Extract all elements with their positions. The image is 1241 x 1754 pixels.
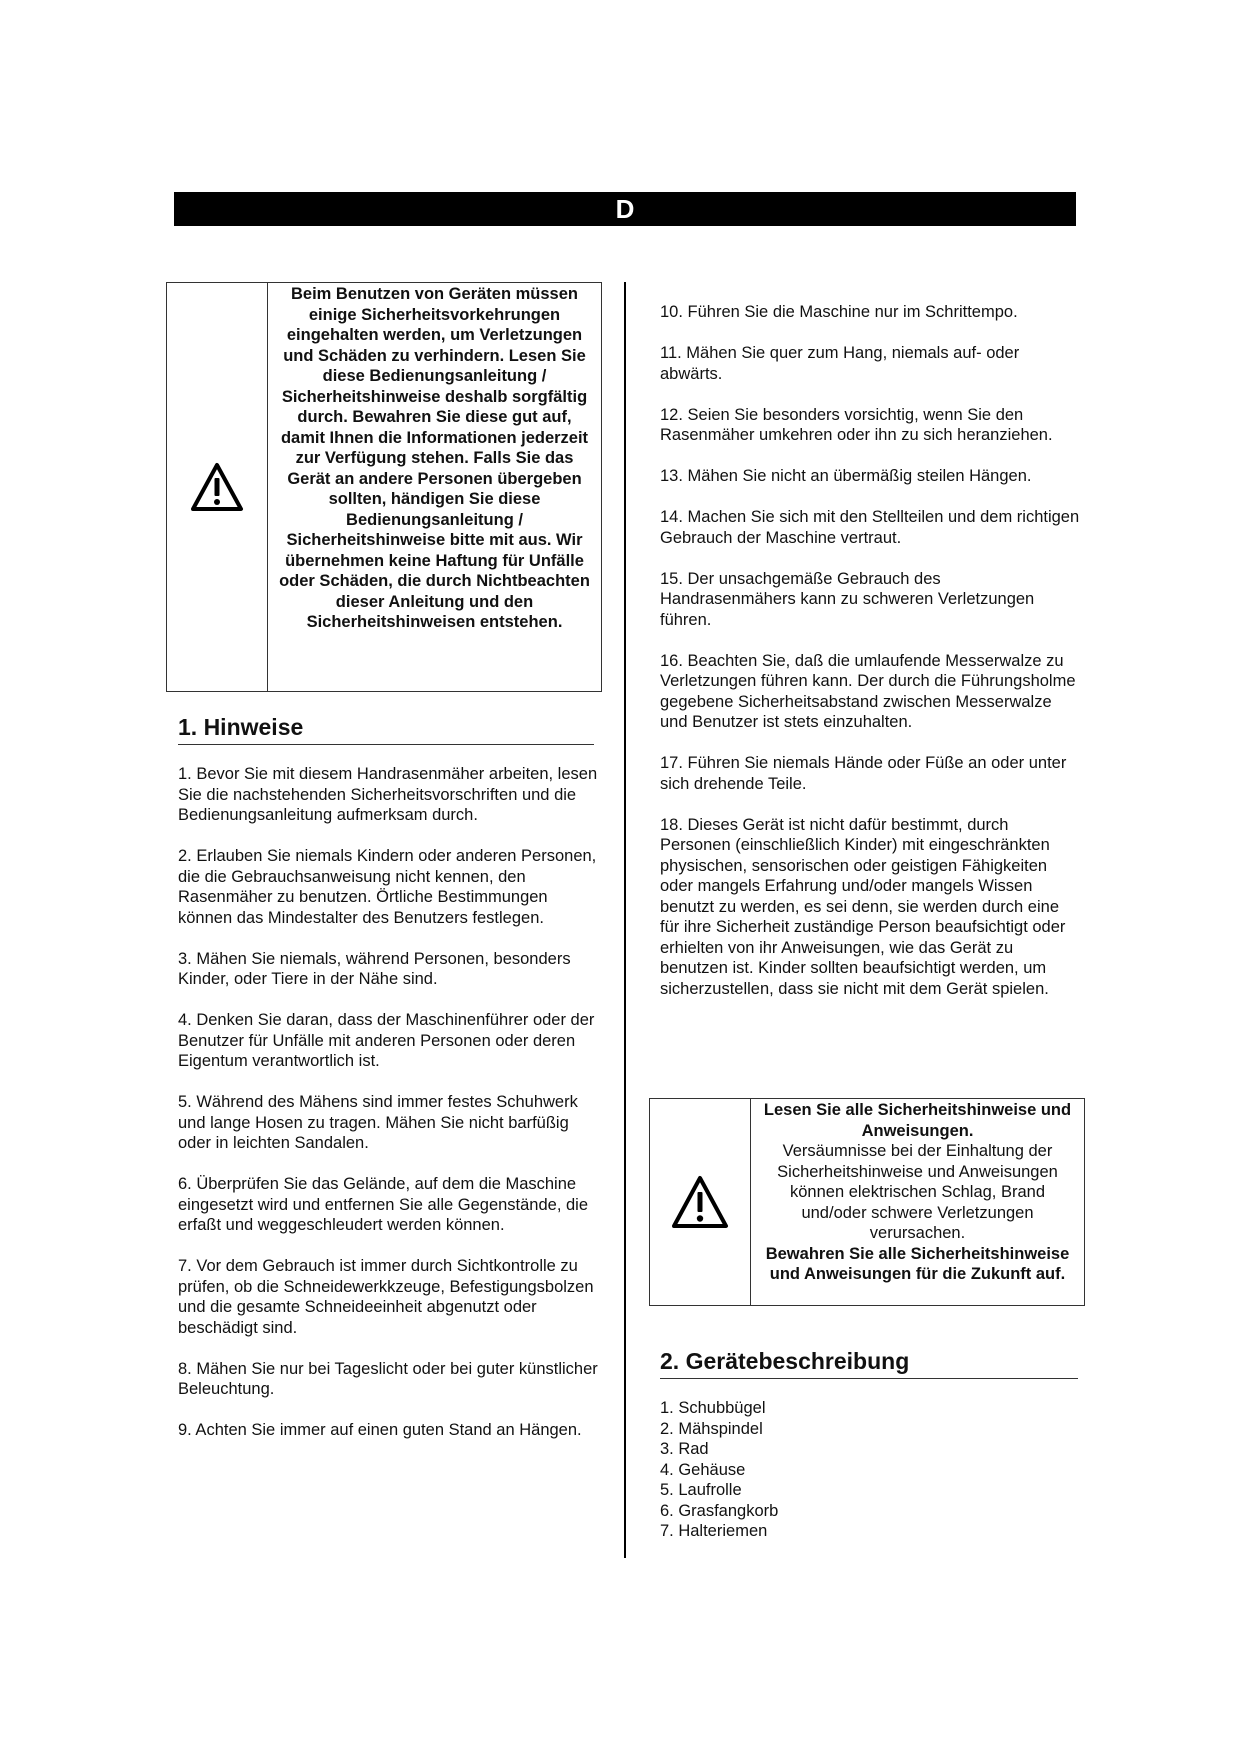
list-item: 16. Beachten Sie, daß die umlaufende Messerwalze zu Verletzungen führen kann. Der durch die Führungsholme gegebene Sicherheitsabstand zwischen Messerwalze und Benutzer ist stets einzuhalten.	[660, 651, 1076, 731]
warning-icon-cell	[650, 1099, 751, 1305]
list-item: 7. Halteriemen	[660, 1522, 768, 1540]
list-item: 7. Vor dem Gebrauch ist immer durch Sichtkontrolle zu prüfen, ob die Schneidewerkkzeuge, Befestigungsbolzen und die gesamte Schneideeinheit abgenutzt oder beschädigt sind.	[178, 1257, 594, 1337]
list-item: 2. Erlauben Sie niemals Kindern oder anderen Personen, die die Gebrauchsanweisung nicht kennen, den Rasenmäher zu benutzen. Örtliche Bestimmungen können das Mindestalter des Benutzers festlegen.	[178, 847, 597, 927]
list-item: 5. Während des Mähens sind immer festes Schuhwerk und lange Hosen zu tragen. Mähen Sie nicht barfüßig oder in leichten Sandalen.	[178, 1093, 578, 1152]
section-heading-geraetebeschreibung: 2. Gerätebeschreibung	[660, 1346, 1078, 1379]
section-heading-hinweise: 1. Hinweise	[178, 712, 594, 745]
parts-list	[660, 1398, 960, 1542]
list-item: 15. Der unsachgemäße Gebrauch des Handrasenmähers kann zu schweren Verletzungen führen.	[660, 569, 1035, 629]
list-item: 5. Laufrolle	[660, 1481, 742, 1499]
list-item: 12. Seien Sie besonders vorsichtig, wenn Sie den Rasenmäher umkehren oder ihn zu sich heranziehen.	[660, 405, 1053, 444]
list-item: 9. Achten Sie immer auf einen guten Stand an Hängen.	[178, 1421, 582, 1439]
list-item: 13. Mähen Sie nicht an übermäßig steilen Hängen.	[660, 467, 1032, 485]
list-item: 10. Führen Sie die Maschine nur im Schrittempo.	[660, 303, 1018, 321]
warning-triangle-icon	[671, 1175, 729, 1229]
safety-instructions-text	[751, 1099, 1084, 1305]
list-item: 3. Rad	[660, 1440, 709, 1458]
list-item: 1. Bevor Sie mit diesem Handrasenmäher arbeiten, lesen Sie die nachstehenden Sicherheitsvorschriften und die Bedienungsanleitung aufmerksam durch.	[178, 765, 598, 824]
safety-warning-text: Beim Benutzen von Geräten müssen einige Sicherheitsvorkehrungen eingehalten werden, um Verletzungen und Schäden zu verhindern. Lesen Sie diese Bedienungsanleitung / Sicherheitshinweise deshalb sorgfältig durch. Bewahren Sie diese gut auf, damit Ihnen die Informationen jederzeit zur Verfügung stehen. Falls Sie das Gerät an andere Personen übergeben sollten, händigen Sie diese Bedienungsanleitung / Sicherheitshinweise bitte mit aus. Wir übernehmen keine Haftung für Unfälle oder Schäden, die durch Nichtbeachten dieser Anleitung und den Sicherheitshinweisen entstehen.	[279, 285, 590, 631]
safety-instructions-body: Versäumnisse bei der Einhaltung der Sicherheitshinweise und Anweisungen können elektrischen Schlag, Brand und/oder schwere Verletzungen verursachen.	[777, 1142, 1058, 1242]
list-item: 8. Mähen Sie nur bei Tageslicht oder bei guter künstlicher Beleuchtung.	[178, 1359, 598, 1398]
language-header-bar	[174, 192, 1076, 226]
list-item: 4. Gehäuse	[660, 1460, 746, 1479]
safety-warning-box	[166, 282, 602, 692]
list-item: 4. Denken Sie daran, dass der Maschinenführer oder der Benutzer für Unfälle mit anderen Personen oder deren Eigentum verantwortlich ist.	[178, 1011, 595, 1070]
list-item: 18. Dieses Gerät ist nicht dafür bestimmt, durch Personen (einschließlich Kinder) mit eingeschränkten physischen, sensorischen oder geistigen Fähigkeiten oder mangels Erfahrung und/oder mangels Wissen benutzt zu werden, es sei denn, sie werden durch eine für ihre Sicherheit zuständige Person beaufsichtigt oder erhielten von ihr Anweisungen, wie das Gerät zu benutzen ist. Kinder sollten beaufsichtigt werden, um sicherzustellen, dass sie nicht mit dem Gerät spielen.	[660, 815, 1066, 998]
warning-triangle-icon	[190, 462, 244, 512]
column-divider	[624, 282, 626, 1558]
list-item: 17. Führen Sie niemals Hände oder Füße an oder unter sich drehende Teile.	[660, 754, 1067, 793]
list-item: 11. Mähen Sie quer zum Hang, niemals auf- oder abwärts.	[660, 344, 1020, 383]
safety-instructions-heading: Lesen Sie alle Sicherheitshinweise und Anweisungen.	[763, 1101, 1072, 1140]
language-code: D	[615, 194, 635, 224]
list-item: 14. Machen Sie sich mit den Stellteilen und dem richtigen Gebrauch der Maschine vertraut.	[660, 508, 1080, 547]
safety-instructions-box	[649, 1098, 1085, 1306]
list-item: 1. Schubbügel	[660, 1399, 766, 1417]
list-item: 6. Grasfangkorb	[660, 1501, 779, 1520]
list-item: 2. Mähspindel	[660, 1419, 763, 1438]
notes-list-right	[660, 302, 1080, 1020]
safety-instructions-footer: Bewahren Sie alle Sicherheitshinweise und Anweisungen für die Zukunft auf.	[765, 1244, 1070, 1283]
warning-icon-cell	[167, 283, 268, 691]
list-item: 3. Mähen Sie niemals, während Personen, besonders Kinder, oder Tiere in der Nähe sind.	[178, 949, 571, 988]
list-item: 6. Überprüfen Sie das Gelände, auf dem die Maschine eingesetzt wird und entfernen Sie alle Gegenstände, die erfaßt und weggeschleudert werden können.	[178, 1175, 589, 1234]
notes-list-left	[178, 764, 598, 1461]
